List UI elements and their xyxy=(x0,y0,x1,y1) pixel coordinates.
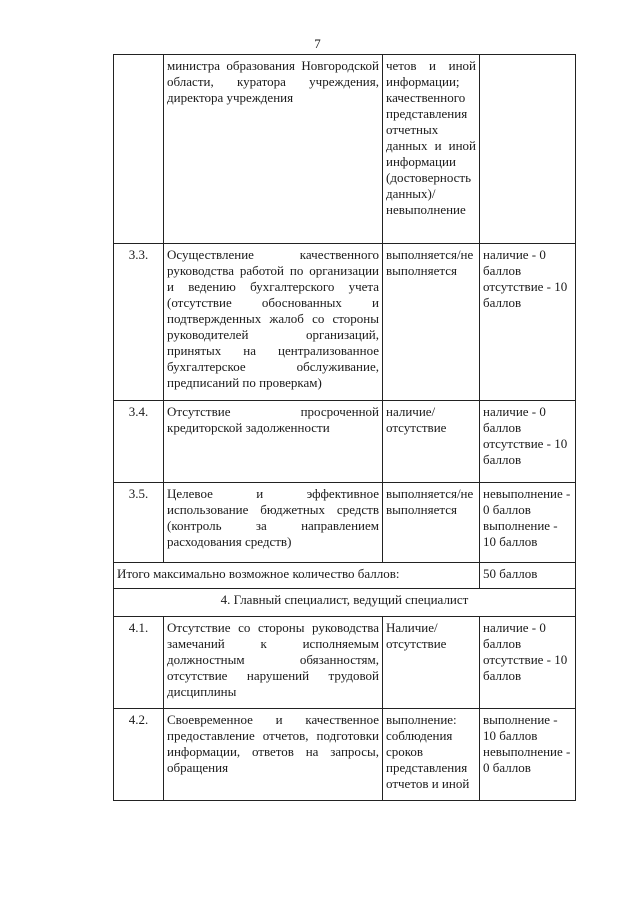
row-condition: Наличие/отсутствие xyxy=(383,617,480,709)
row-number: 4.2. xyxy=(114,709,164,801)
table-row-continuation xyxy=(114,55,576,244)
row-description: Отсутствие со стороны руководства замечаний к исполняемым должностным обязанностям, отсутствие нарушений трудовой дисциплины xyxy=(164,617,383,709)
row-description: Целевое и эффективное использование бюджетных средств (контроль за направлением расходования средств) xyxy=(164,483,383,563)
section-title: 4. Главный специалист, ведущий специалист xyxy=(114,589,576,617)
row-number: 4.1. xyxy=(114,617,164,709)
row-number: 3.3. xyxy=(114,244,164,401)
row-number: 3.5. xyxy=(114,483,164,563)
table-row-4-2 xyxy=(114,709,576,801)
row-score: выполнение - 10 баллов невыполнение - 0 баллов xyxy=(480,709,576,801)
row-description: Отсутствие просроченной кредиторской задолженности xyxy=(164,401,383,483)
total-value: 50 баллов xyxy=(480,563,576,589)
table-row-total xyxy=(114,563,576,589)
row-number xyxy=(114,55,164,244)
row-condition: выполнение: соблюдения сроков представления отчетов и иной xyxy=(383,709,480,801)
table-row-3-5 xyxy=(114,483,576,563)
page-number: 7 xyxy=(314,36,321,51)
row-score: невыполнение - 0 баллов выполнение - 10 баллов xyxy=(480,483,576,563)
row-description: Осуществление качественного руководства работой по организации и ведению бухгалтерского учета (отсутствие обоснованных и подтвержденных жалоб со стороны руководителей организаций, принятых на централизованное бухгалтерское обслуживание, предписаний по проверкам) xyxy=(164,244,383,401)
table-row-3-3 xyxy=(114,244,576,401)
row-condition: четов и иной информации; качественного представления отчетных данных и иной информации (достоверность данных)/невыполнение xyxy=(383,55,480,244)
row-number: 3.4. xyxy=(114,401,164,483)
row-condition: выполняется/не выполняется xyxy=(383,244,480,401)
total-label: Итого максимально возможное количество баллов: xyxy=(114,563,480,589)
row-score xyxy=(480,55,576,244)
table-row-4-1 xyxy=(114,617,576,709)
table-row-3-4 xyxy=(114,401,576,483)
row-score: наличие - 0 баллов отсутствие - 10 баллов xyxy=(480,617,576,709)
row-description: министра образования Новгородской области, куратора учреждения, директора учреждения xyxy=(164,55,383,244)
table-row-section-4 xyxy=(114,589,576,617)
criteria-table xyxy=(113,54,576,801)
row-condition: выполняется/не выполняется xyxy=(383,483,480,563)
row-description: Своевременное и качественное предоставление отчетов, подготовки информации, ответов на запросы, обращения xyxy=(164,709,383,801)
row-score: наличие - 0 баллов отсутствие - 10 баллов xyxy=(480,401,576,483)
row-condition: наличие/отсутствие xyxy=(383,401,480,483)
row-score: наличие - 0 баллов отсутствие - 10 баллов xyxy=(480,244,576,401)
